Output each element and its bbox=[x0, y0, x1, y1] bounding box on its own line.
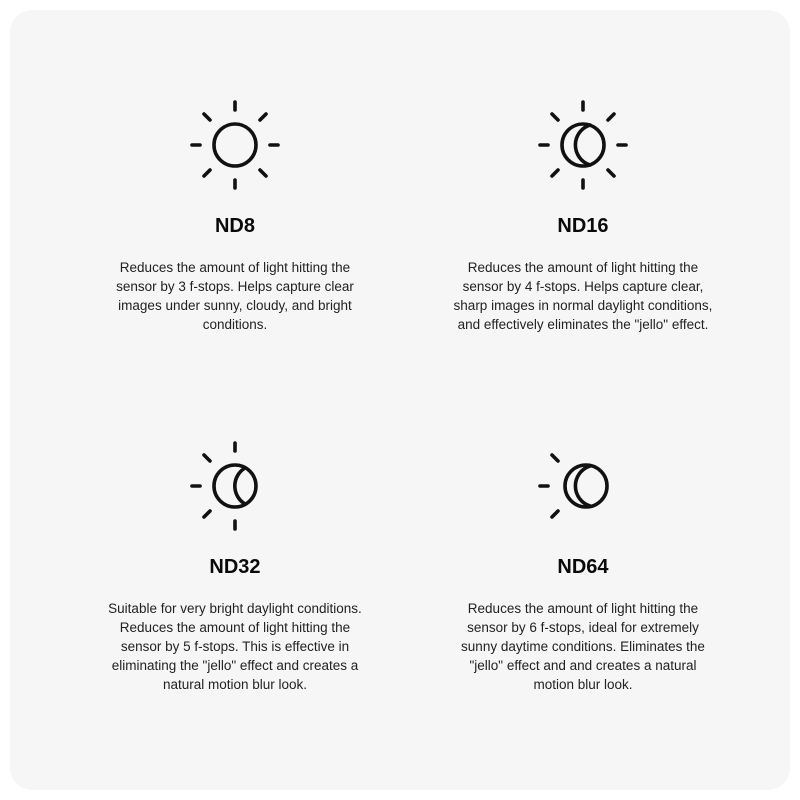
filter-card-nd32 bbox=[85, 441, 385, 694]
filter-description: Reduces the amount of light hitting the sensor by 3 f-stops. Helps capture clear images under sunny, cloudy, and bright conditions. bbox=[116, 260, 354, 332]
filter-title: ND32 bbox=[209, 556, 261, 578]
filter-title: ND64 bbox=[557, 556, 609, 578]
filter-card-nd16 bbox=[433, 100, 733, 334]
sun-icon bbox=[190, 100, 280, 190]
filter-description: Reduces the amount of light hitting the sensor by 6 f-stops, ideal for extremely sunny daytime conditions. Eliminates the "jello" effect and and creates a natural motion blur look. bbox=[461, 601, 705, 692]
filter-title: ND8 bbox=[214, 215, 255, 237]
sun-mostly-shaded-icon bbox=[538, 441, 628, 531]
filter-description: Suitable for very bright daylight conditions. Reduces the amount of light hitting the sensor by 5 f-stops. This is effective in eliminating the "jello" effect and creates a natural motion blur look. bbox=[108, 601, 362, 692]
sun-half-shaded-icon bbox=[190, 441, 280, 531]
filter-description: Reduces the amount of light hitting the sensor by 4 f-stops. Helps capture clear, sharp images in normal daylight conditions, and effectively eliminates the "jello" effect. bbox=[453, 260, 713, 332]
filter-title: ND16 bbox=[557, 215, 609, 237]
filter-card-nd64 bbox=[433, 441, 733, 694]
filter-card-nd8 bbox=[85, 100, 385, 334]
filters-panel bbox=[10, 10, 790, 790]
sun-partially-shaded-icon bbox=[538, 100, 628, 190]
